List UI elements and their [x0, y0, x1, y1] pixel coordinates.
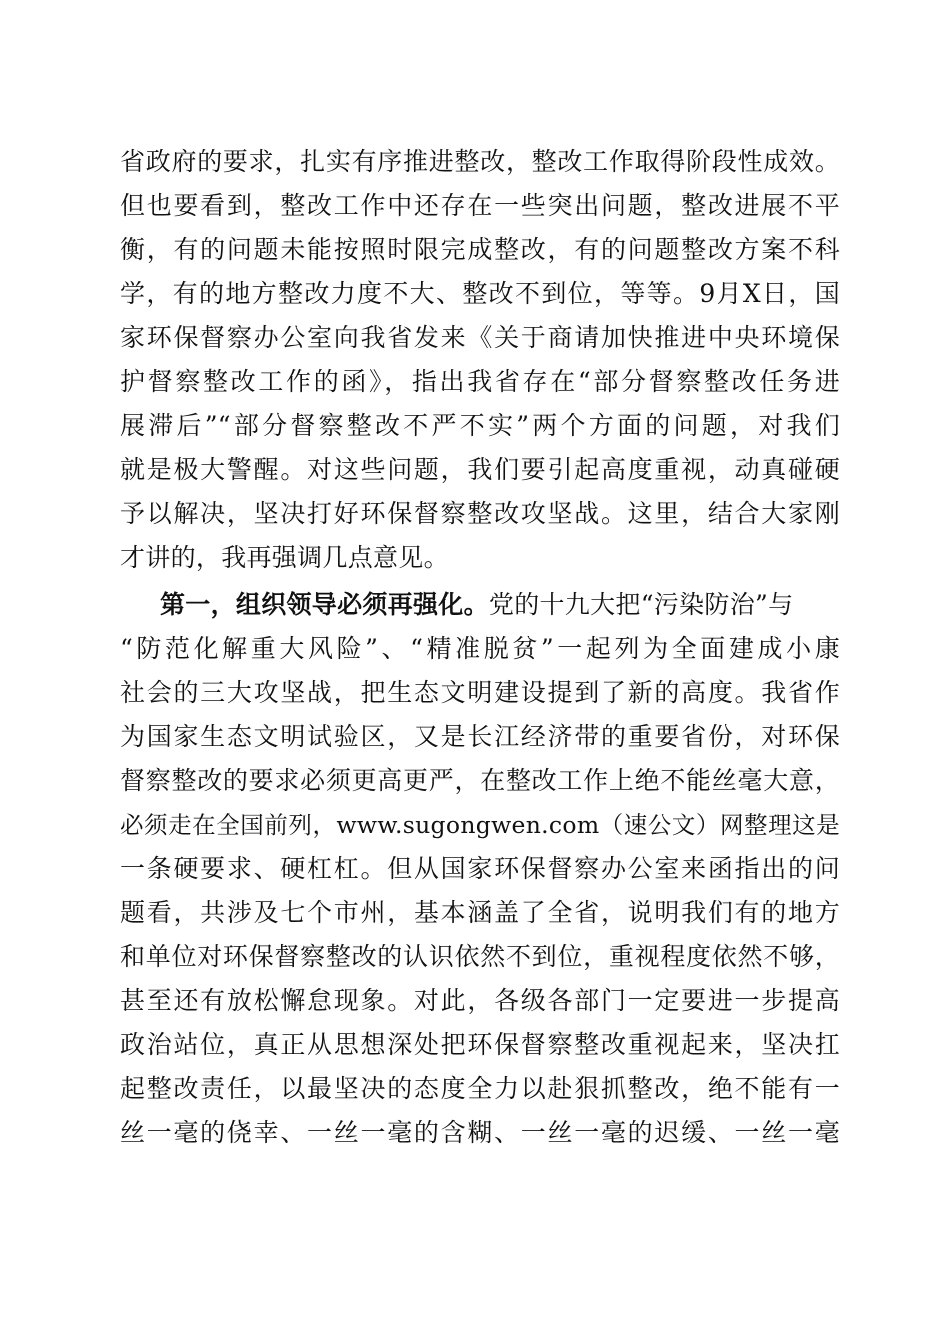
- paragraph-line: 衡，有的问题未能按照时限完成整改，有的问题整改方案不科: [120, 235, 840, 264]
- paragraph-line: 和单位对环保督察整改的认识依然不到位，重视程度依然不够，: [120, 942, 840, 971]
- paragraph-line: 起整改责任，以最坚决的态度全力以赴狠抓整改，绝不能有一: [120, 1074, 840, 1103]
- paragraph-line: 但也要看到，整改工作中还存在一些突出问题，整改进展不平: [120, 191, 840, 220]
- paragraph-line: 家环保督察办公室向我省发来《关于商请加快推进中央环境保: [120, 323, 840, 352]
- paragraph-line: 就是极大警醒。对这些问题，我们要引起高度重视，动真碰硬: [120, 455, 840, 484]
- paragraph-text: 党的十九大把“污染防治”与: [488, 590, 794, 619]
- paragraph-line: 督察整改的要求必须更高更严，在整改工作上绝不能丝毫大意，: [120, 766, 840, 795]
- paragraph-line: 护督察整改工作的函》，指出我省存在“部分督察整改任务进: [120, 367, 840, 396]
- paragraph-line: 题看，共涉及七个市州，基本涵盖了全省，说明我们有的地方: [120, 898, 840, 927]
- paragraph-line: 予以解决，坚决打好环保督察整改攻坚战。这里，结合大家刚: [120, 499, 840, 528]
- paragraph-line: “防范化解重大风险”、“精准脱贫”一起列为全面建成小康: [120, 634, 840, 663]
- paragraph-line: 学，有的地方整改力度不大、整改不到位，等等。9月X日，国: [120, 279, 840, 308]
- paragraph-line: 省政府的要求，扎实有序推进整改，整改工作取得阶段性成效。: [120, 147, 840, 176]
- section-heading: 第一，组织领导必须再强化。: [160, 590, 489, 619]
- paragraph-line: 一条硬要求、硬杠杠。但从国家环保督察办公室来函指出的问: [120, 854, 840, 883]
- paragraph-line: 社会的三大攻坚战，把生态文明建设提到了新的高度。我省作: [120, 678, 840, 707]
- section-heading-line: [160, 583, 840, 627]
- paragraph-line: 展滞后”“部分督察整改不严不实”两个方面的问题，对我们: [120, 411, 840, 440]
- paragraph-line: 必须走在全国前列，www.sugongwen.com（速公文）网整理这是: [120, 811, 840, 839]
- paragraph-line: 为国家生态文明试验区，又是长江经济带的重要省份，对环保: [120, 722, 840, 751]
- paragraph-line: 才讲的，我再强调几点意见。: [120, 543, 449, 572]
- paragraph-line: 甚至还有放松懈怠现象。对此，各级各部门一定要进一步提高: [120, 986, 840, 1015]
- paragraph-line: 丝一毫的侥幸、一丝一毫的含糊、一丝一毫的迟缓、一丝一毫: [120, 1118, 840, 1147]
- paragraph-line: 政治站位，真正从思想深处把环保督察整改重视起来，坚决扛: [120, 1030, 840, 1059]
